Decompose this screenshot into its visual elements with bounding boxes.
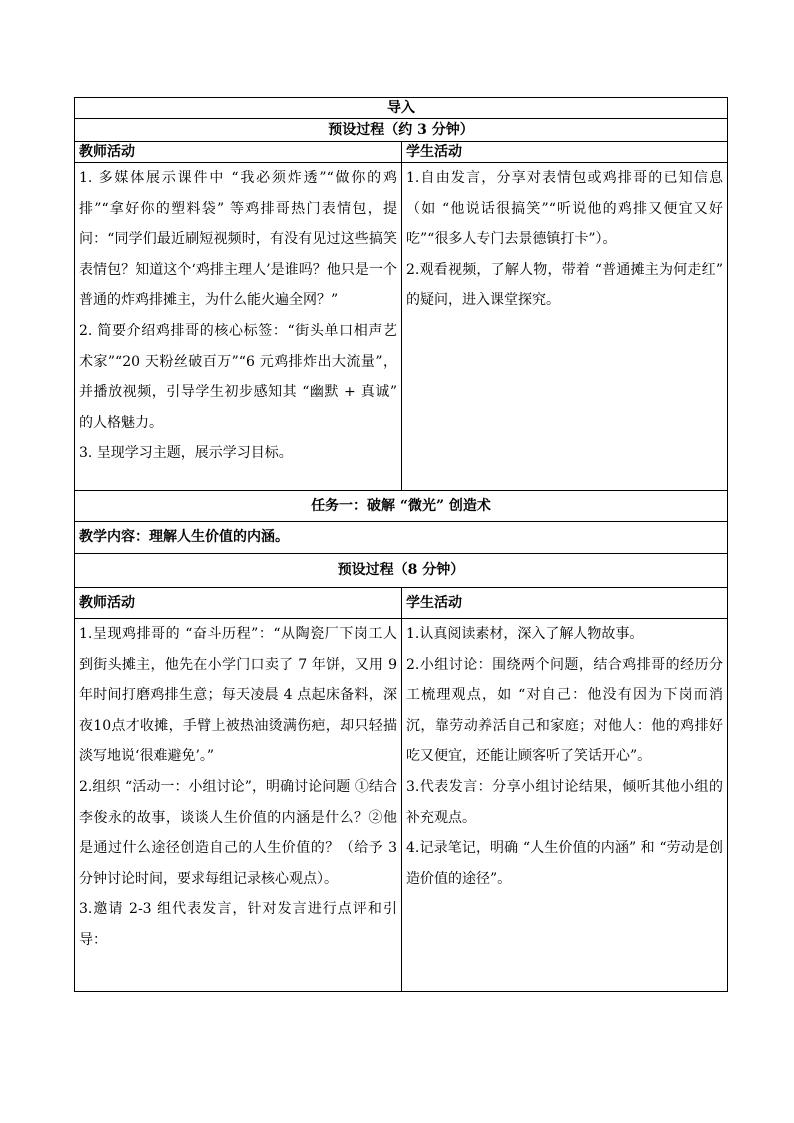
section2-content: 教学内容：理解人生价值的内涵。 [75,522,728,554]
section1-process: 预设过程（约 3 分钟） [75,119,728,142]
section1-teacher-cell [75,163,402,491]
section1-teacher-item-3: 3. 呈现学习主题，展示学习目标。 [79,445,293,462]
section1-student-cell [402,163,728,491]
section2-header-row [75,588,728,619]
section1-student-item-1: 1.自由发言，分享对表情包或鸡排哥的已知信息（如 “他说话很搞笑”“听说他的鸡排又便宜又好吃”“很多人专门去景德镇打卡”）。 [406,170,723,248]
section1-process-row [75,119,728,142]
section2-content-row [75,522,728,554]
section2-student-cell [402,619,728,992]
section2-process-row [75,554,728,588]
section1-header-row [75,142,728,163]
section1-student-header: 学生活动 [402,142,728,163]
section1-teacher-item-1: 1. 多媒体展示课件中 “我必须炸透”“做你的鸡排”“拿好你的塑料袋” 等鸡排哥热门表情包，提问：“同学们最近刷短视频时，有没有见过这些搞笑表情包？知道这个‘鸡排主理人’是谁吗？他只是一个普通的炸鸡排摊主，为什么能火遍全网？” [79,170,397,309]
section2-student-item-4: 4.记录笔记，明确 “人生价值的内涵” 和 “劳动是创造价值的途径”。 [406,840,723,887]
section2-process: 预设过程（8 分钟） [75,554,728,588]
section2-teacher-item-3: 3.邀请 2-3 组代表发言，针对发言进行点评和引导： [79,901,397,948]
section2-student-item-1: 1.认真阅读素材，深入了解人物故事。 [406,626,644,642]
lesson-plan-page [74,97,727,992]
section2-task: 任务一：破解 “微光” 创造术 [75,491,728,522]
section1-title-row [75,98,728,119]
section2-task-row [75,491,728,522]
section2-teacher-item-2: 2.组织 “活动一：小组讨论”，明确讨论问题 ①结合李俊永的故事，谈谈人生价值的内涵是什么？②他是通过什么途径创造自己的人生价值的？（给予 3 分钟讨论时间，要求每组记录核心观点）。 [79,778,397,887]
section1-teacher-item-2: 2. 简要介绍鸡排哥的核心标签：“街头单口相声艺术家”“20 天粉丝破百万”“6 元鸡排炸出大流量”，并播放视频，引导学生初步感知其 “幽默 + 真诚” 的人格魅力。 [79,322,397,431]
section2-body-row [75,619,728,992]
section2-teacher-item-1: 1.呈现鸡排哥的 “奋斗历程”：“从陶瓷厂下岗工人到街头摊主，他先在小学门口卖了 7 年饼，又用 9 年时间打磨鸡排生意；每天凌晨 4 点起床备料，深夜10点才收摊，手臂上被热油烫满伤疤，却只轻描淡写地说‘很难避免’。” [79,626,397,765]
section2-student-item-2: 2.小组讨论：围绕两个问题，结合鸡排哥的经历分工梳理观点，如 “对自己：他没有因为下岗而消沉，靠劳动养活自己和家庭；对他人：他的鸡排好吃又便宜，还能让顾客听了笑话开心”。 [406,656,723,765]
section2-teacher-cell [75,619,402,992]
section2-teacher-header: 教师活动 [75,588,402,619]
section1-title: 导入 [75,98,728,119]
section1-teacher-header: 教师活动 [75,142,402,163]
lesson-plan-table [74,97,728,992]
section1-student-item-2: 2.观看视频，了解人物，带着 “普通摊主为何走红” 的疑问，进入课堂探究。 [406,261,723,309]
section2-student-item-3: 3.代表发言：分享小组讨论结果，倾听其他小组的补充观点。 [406,778,723,826]
section1-body-row [75,163,728,491]
section2-student-header: 学生活动 [402,588,728,619]
